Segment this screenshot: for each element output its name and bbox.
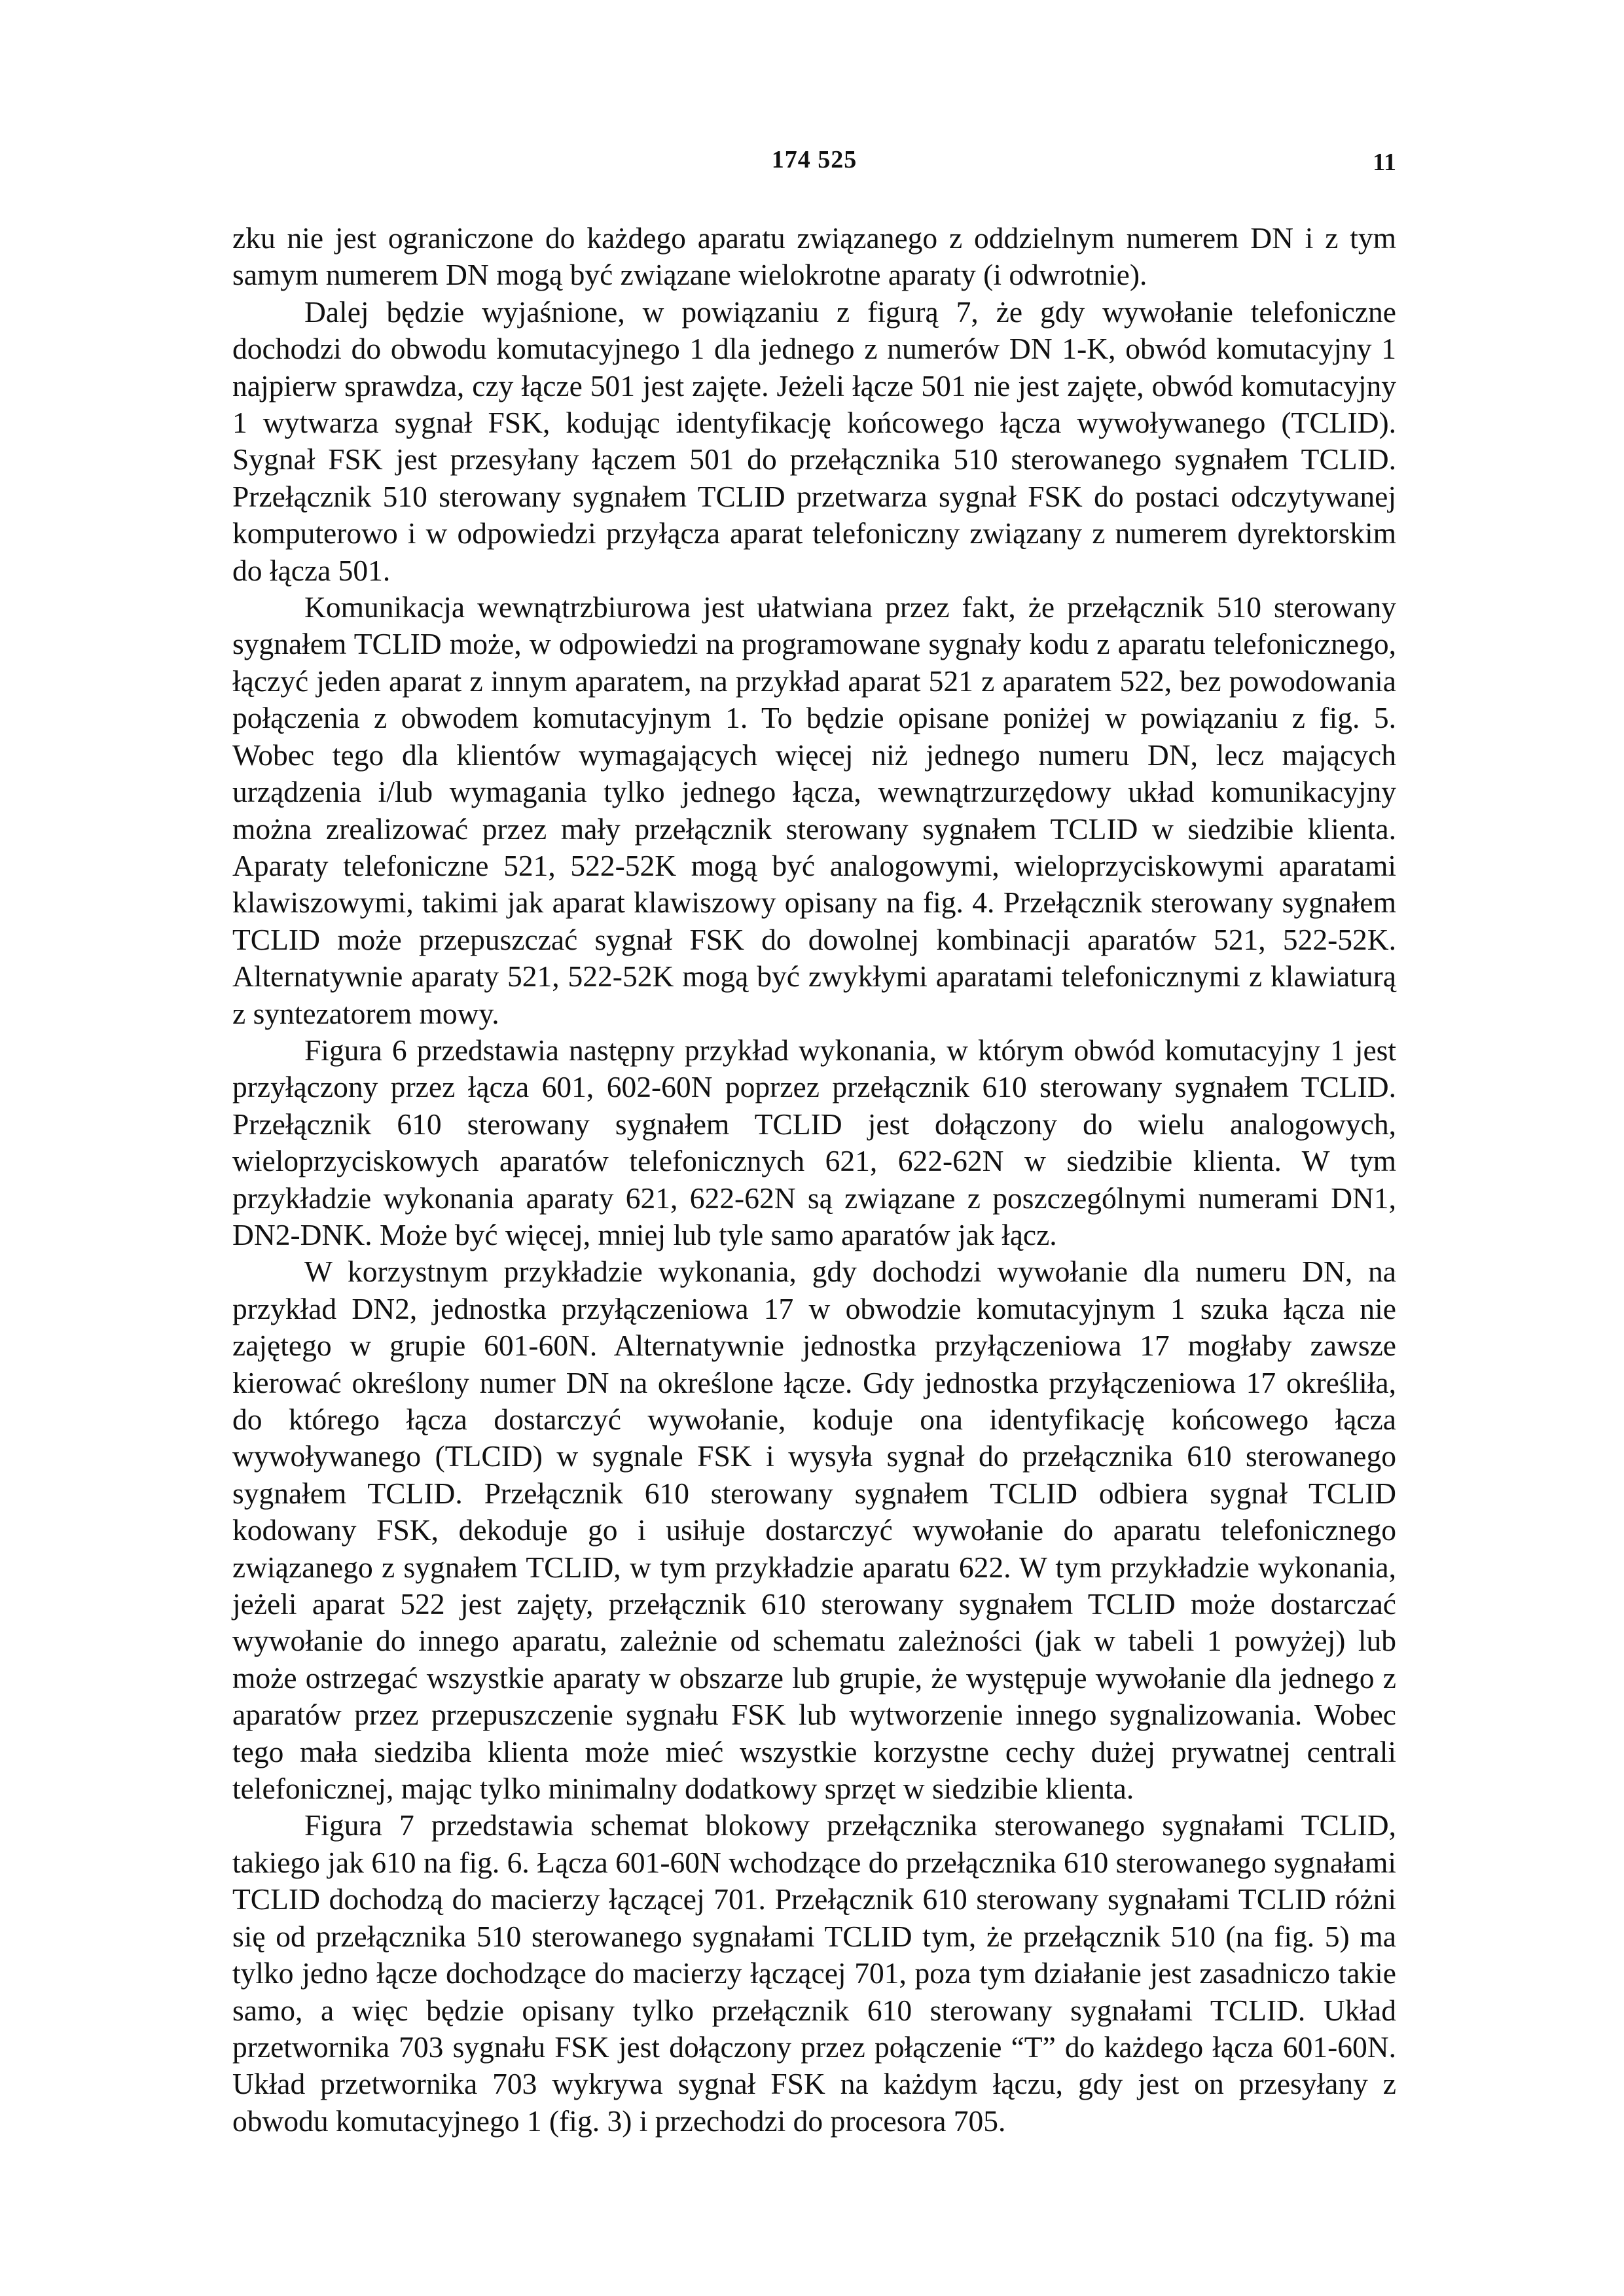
paragraph-5: W korzystnym przykładzie wykonania, gdy dochodzi wywołanie dla numeru DN, na przykład DN2, jednostka przyłączeniowa 17 w obwodzie komutacyjnym 1 szuka łącza nie zajętego w grupie 601-60N. Alternatywnie jednostka przyłączeniowa 17 mogłaby zawsze kierować określony numer DN na określone łącze. Gdy jednostka przyłączeniowa 17 określiła, do którego łącza dostarczyć wywołanie, koduje ona identyfikację końcowego łącza wywoływanego (TLCID) w sygnale FSK i wysyła sygnał do przełącznika 610 sterowanego sygnałem TCLID. Przełącznik 610 sterowany sygnałem TCLID odbiera sygnał TCLID kodowany FSK, dekoduje go i usiłuje dostarczyć wywołanie do aparatu telefonicznego związanego z sygnałem TCLID, w tym przykładzie aparatu 622. W tym przykładzie wykonania, jeżeli aparat 522 jest zajęty, przełącznik 610 sterowany sygnałem TCLID może dostarczać wywołanie do innego aparatu, zależnie od schematu zależności (jak w tabeli 1 powyżej) lub może ostrzegać wszystkie aparaty w obszarze lub grupie, że występuje wywołanie dla jednego z aparatów przez przepuszczenie sygnału FSK lub wytworzenie innego sygnalizowania. Wobec tego mała siedziba klienta może mieć wszystkie korzystne cechy dużej prywatnej centrali telefonicznej, mając tylko minimalny dodatkowy sprzęt w siedzibie klienta. — [232, 1255, 1396, 1806]
paragraph-4: Figura 6 przedstawia następny przykład wykonania, w którym obwód komutacyjny 1 jest przyłączony przez łącza 601, 602-60N poprzez przełącznik 610 sterowany sygnałem TCLID. Przełącznik 610 sterowany sygnałem TCLID jest dołączony do wielu analogowych, wieloprzyciskowych aparatów telefonicznych 621, 622-62N w siedzibie klienta. W tym przykładzie wykonania aparaty 621, 622-62N są związane z poszczególnymi numerami DN1, DN2-DNK. Może być więcej, mniej lub tyle samo aparatów jak łącz. — [232, 1033, 1396, 1251]
body-text — [232, 220, 1396, 2140]
paragraph-2: Dalej będzie wyjaśnione, w powiązaniu z figurą 7, że gdy wywołanie telefoniczne dochodzi do obwodu komutacyjnego 1 dla jednego z numerów DN 1-K, obwód komutacyjny 1 najpierw sprawdza, czy łącze 501 jest zajęte. Jeżeli łącze 501 nie jest zajęte, obwód komutacyjny 1 wytwarza sygnał FSK, kodując identyfikację końcowego łącza wywoływanego (TCLID). Sygnał FSK jest przesyłany łączem 501 do przełącznika 510 sterowanego sygnałem TCLID. Przełącznik 510 sterowany sygnałem TCLID przetwarza sygnał FSK do postaci odczytywanej komputerowo i w odpowiedzi przyłącza aparat telefoniczny związany z numerem dyrektorskim do łącza 501. — [232, 295, 1396, 587]
paragraph-1: zku nie jest ograniczone do każdego aparatu związanego z oddzielnym numerem DN i z tym samym numerem DN mogą być związane wielokrotne aparaty (i odwrotnie). — [232, 221, 1396, 292]
document-number: 174 525 — [771, 146, 857, 173]
page-number: 11 — [1373, 149, 1396, 176]
paragraph-3: Komunikacja wewnątrzbiurowa jest ułatwiana przez fakt, że przełącznik 510 sterowany sygnałem TCLID może, w odpowiedzi na programowane sygnały kodu z aparatu telefonicznego, łączyć jeden aparat z innym aparatem, na przykład aparat 521 z aparatem 522, bez powodowania połączenia z obwodem komutacyjnym 1. To będzie opisane poniżej w powiązaniu z fig. 5. Wobec tego dla klientów wymagających więcej niż jednego numeru DN, lecz mających urządzenia i/lub wymagania tylko jednego łącza, wewnątrzurzędowy układ komunikacyjny można zrealizować przez mały przełącznik sterowany sygnałem TCLID w siedzibie klienta. Aparaty telefoniczne 521, 522-52K mogą być analogowymi, wieloprzyciskowymi aparatami klawiszowymi, takimi jak aparat klawiszowy opisany na fig. 4. Przełącznik sterowany sygnałem TCLID może przepuszczać sygnał FSK do dowolnej kombinacji aparatów 521, 522-52K. Alternatywnie aparaty 521, 522-52K mogą być zwykłymi aparatami telefonicznymi z klawiaturą z syntezatorem mowy. — [232, 590, 1396, 1030]
page-header — [232, 145, 1396, 185]
paragraph-6: Figura 7 przedstawia schemat blokowy przełącznika sterowanego sygnałami TCLID, takiego jak 610 na fig. 6. Łącza 601-60N wchodzące do przełącznika 610 sterowanego sygnałami TCLID dochodzą do macierzy łączącej 701. Przełącznik 610 sterowany sygnałami TCLID różni się od przełącznika 510 sterowanego sygnałami TCLID tym, że przełącznik 510 (na fig. 5) ma tylko jedno łącze dochodzące do macierzy łączącej 701, poza tym działanie jest zasadniczo takie samo, a więc będzie opisany tylko przełącznik 610 sterowany sygnałami TCLID. Układ przetwornika 703 sygnału FSK jest dołączony przez połączenie “T” do każdego łącza 601-60N. Układ przetwornika 703 wykrywa sygnał FSK na każdym łączu, gdy jest on przesyłany z obwodu komutacyjnego 1 (fig. 3) i przechodzi do procesora 705. — [232, 1808, 1396, 2138]
